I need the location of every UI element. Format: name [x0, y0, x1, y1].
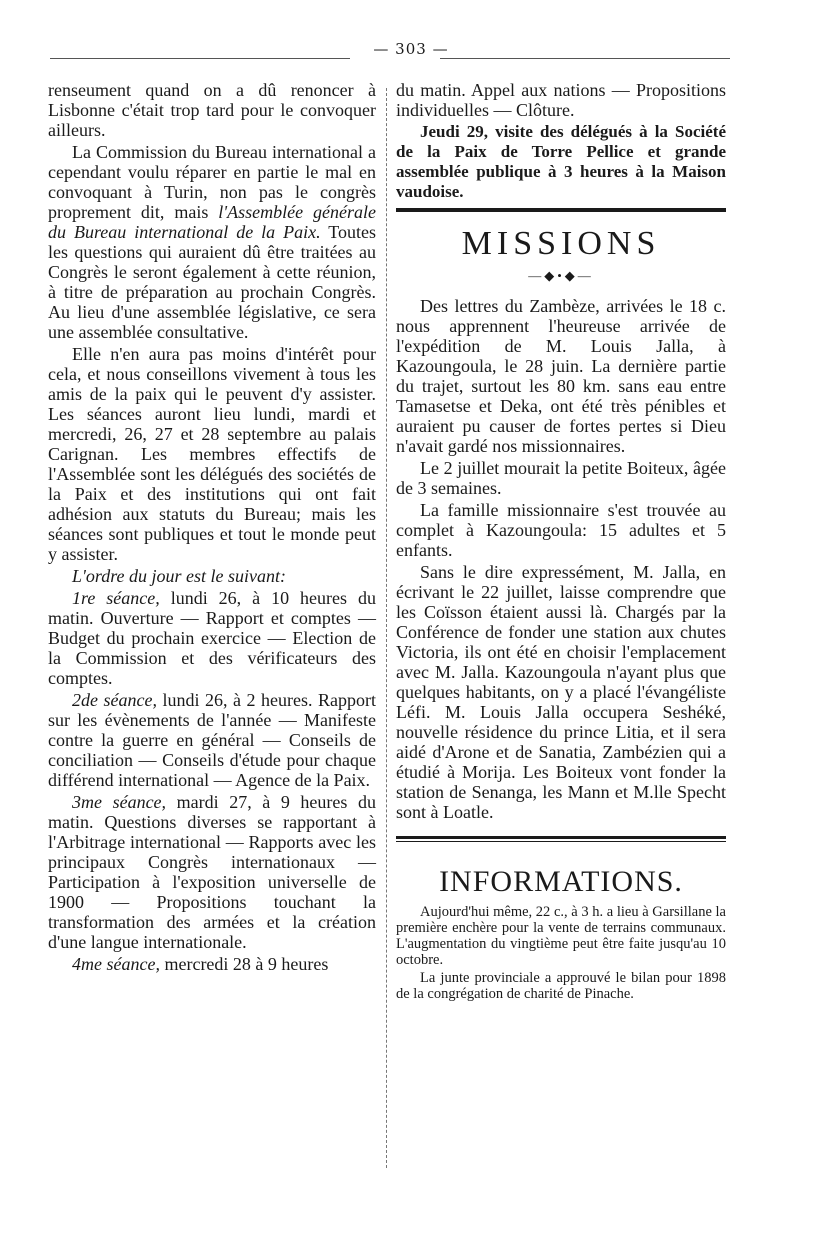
section-double-rule [396, 836, 726, 842]
left-column [48, 80, 376, 976]
session-name: 1re séance, [72, 588, 160, 608]
session-item [48, 690, 376, 790]
session-item [48, 954, 376, 974]
paragraph: Sans le dire expressément, M. Jalla, en écrivant le 22 juillet, laisse comprendre que les Coïsson étaient aussi là. Chargés par la Conférence de fonder une station aux chutes Victoria, ils ont été en choisir l'emplacement avec M. Jalla. Kazoungoula n'ayant plus que quelques habitants, on y a placé l'évangéliste Léfi. M. Louis Jalla occupera Seshéké, nouvelle résidence du prince Litia, et il sera aidé d'Arone et de Sanatia, Zambézien qui a étudié à Morija. Les Boiteux vont fonder la station de Senanga, les Mann et M.lle Specht sont à Loatle. [396, 562, 726, 822]
session-name: 4me séance, [72, 954, 160, 974]
informations-body [396, 904, 726, 1002]
paragraph: Le 2 juillet mourait la petite Boiteux, âgée de 3 semaines. [396, 458, 726, 498]
missions-title: MISSIONS [461, 225, 661, 262]
session-item [48, 792, 376, 952]
right-column [396, 80, 726, 1004]
paragraph [48, 142, 376, 342]
session-text: lundi 26, à 10 heures du matin. Ouverture — Rapport et comptes — Budget du prochain exercice — Election de la Commission et des vérificateurs des comptes. [48, 588, 376, 688]
session-text: mardi 27, à 9 heures du matin. Questions diverses se rapportant à l'Arbitrage international — Rapports avec les principaux Congrès internationaux — Participation à l'exposition universelle de 1900 — Propositions touchant la transformation des armées et la création d'une langue internationale. [48, 792, 376, 952]
paragraph: Des lettres du Zambèze, arrivées le 18 c. nous apprennent l'heureuse arrivée de l'expédition de M. Louis Jalla, à Kazoungoula, le 28 juin. La dernière partie du trajet, surtout les 80 km. sans eau entre Tamasetse et Deka, ont été très pénibles et auraient pu causer de fortes pertes si Dieu n'avait gardé nos missionnaires. [396, 296, 726, 456]
paragraph: Elle n'en aura pas moins d'intérêt pour cela, et nous conseillons vivement à tous les amis de la paix qui le peuvent d'y assister. Les séances auront lieu lundi, mardi et mercredi, 26, 27 et 28 septembre au palais Carignan. Les membres effectifs de l'Assemblée sont les délégués des sociétés de la Paix et des institutions qui ont fait adhésion aux statuts du Bureau; mais les séances sont publiques et tout le monde peut y assister. [48, 344, 376, 564]
column-divider [386, 88, 387, 1168]
paragraph-text: Toutes les questions qui auraient dû être traitées au Congrès le seront également à cette réunion, à titre de préparation au prochain Congrès. Au lieu d'une assemblée législative, ce sera une assemblée consultative. [48, 222, 376, 342]
paragraph: du matin. Appel aux nations — Propositions individuelles — Clôture. [396, 80, 726, 120]
assembly-name: l'Assemblée générale du Bureau international de la Paix. [48, 202, 377, 242]
paragraph: La famille missionnaire s'est trouvée au complet à Kazoungoula: 15 adultes et 5 enfants. [396, 500, 726, 560]
informations-title: INFORMATIONS. [439, 865, 683, 898]
paragraph: La junte provinciale a approuvé le bilan pour 1898 de la congrégation de charité de Pinache. [396, 970, 726, 1002]
session-text: lundi 26, à 2 heures. Rapport sur les évènements de l'année — Manifeste contre la guerre en général — Conseils de conciliation — Conseils d'étude pour chaque différend international — Agence de la Paix. [48, 690, 376, 790]
page-number: — 303 — [373, 40, 449, 58]
header-rule-right [440, 58, 730, 59]
agenda-heading: L'ordre du jour est le suivant: [72, 566, 287, 586]
session-item [48, 588, 376, 688]
session-name: 2de séance, [72, 690, 157, 710]
paragraph-text: La Commission du Bureau international a cependant voulu réparer en partie le mal en convoquant à Turin, non pas le congrès proprement dit, mais [48, 142, 376, 222]
paragraph: Aujourd'hui même, 22 c., à 3 h. a lieu à Garsillane la première enchère pour la vente de terrains communaux. L'augmentation du vingtième peut être faite jusqu'au 10 octobre. [396, 904, 726, 968]
ornament-divider: —◆•◆— [528, 268, 594, 283]
session-text: mercredi 28 à 9 heures [159, 954, 329, 974]
header-rule-left [50, 58, 350, 59]
paragraph: renseument quand on a dû renoncer à Lisbonne c'était trop tard pour le convoquer ailleurs. [48, 80, 376, 140]
session-name: 3me séance, [72, 792, 167, 812]
section-rule [396, 208, 726, 212]
visit-announcement: Jeudi 29, visite des délégués à la Société de la Paix de Torre Pellice et grande assemblée publique à 3 heures à la Maison vaudoise. [396, 122, 726, 201]
